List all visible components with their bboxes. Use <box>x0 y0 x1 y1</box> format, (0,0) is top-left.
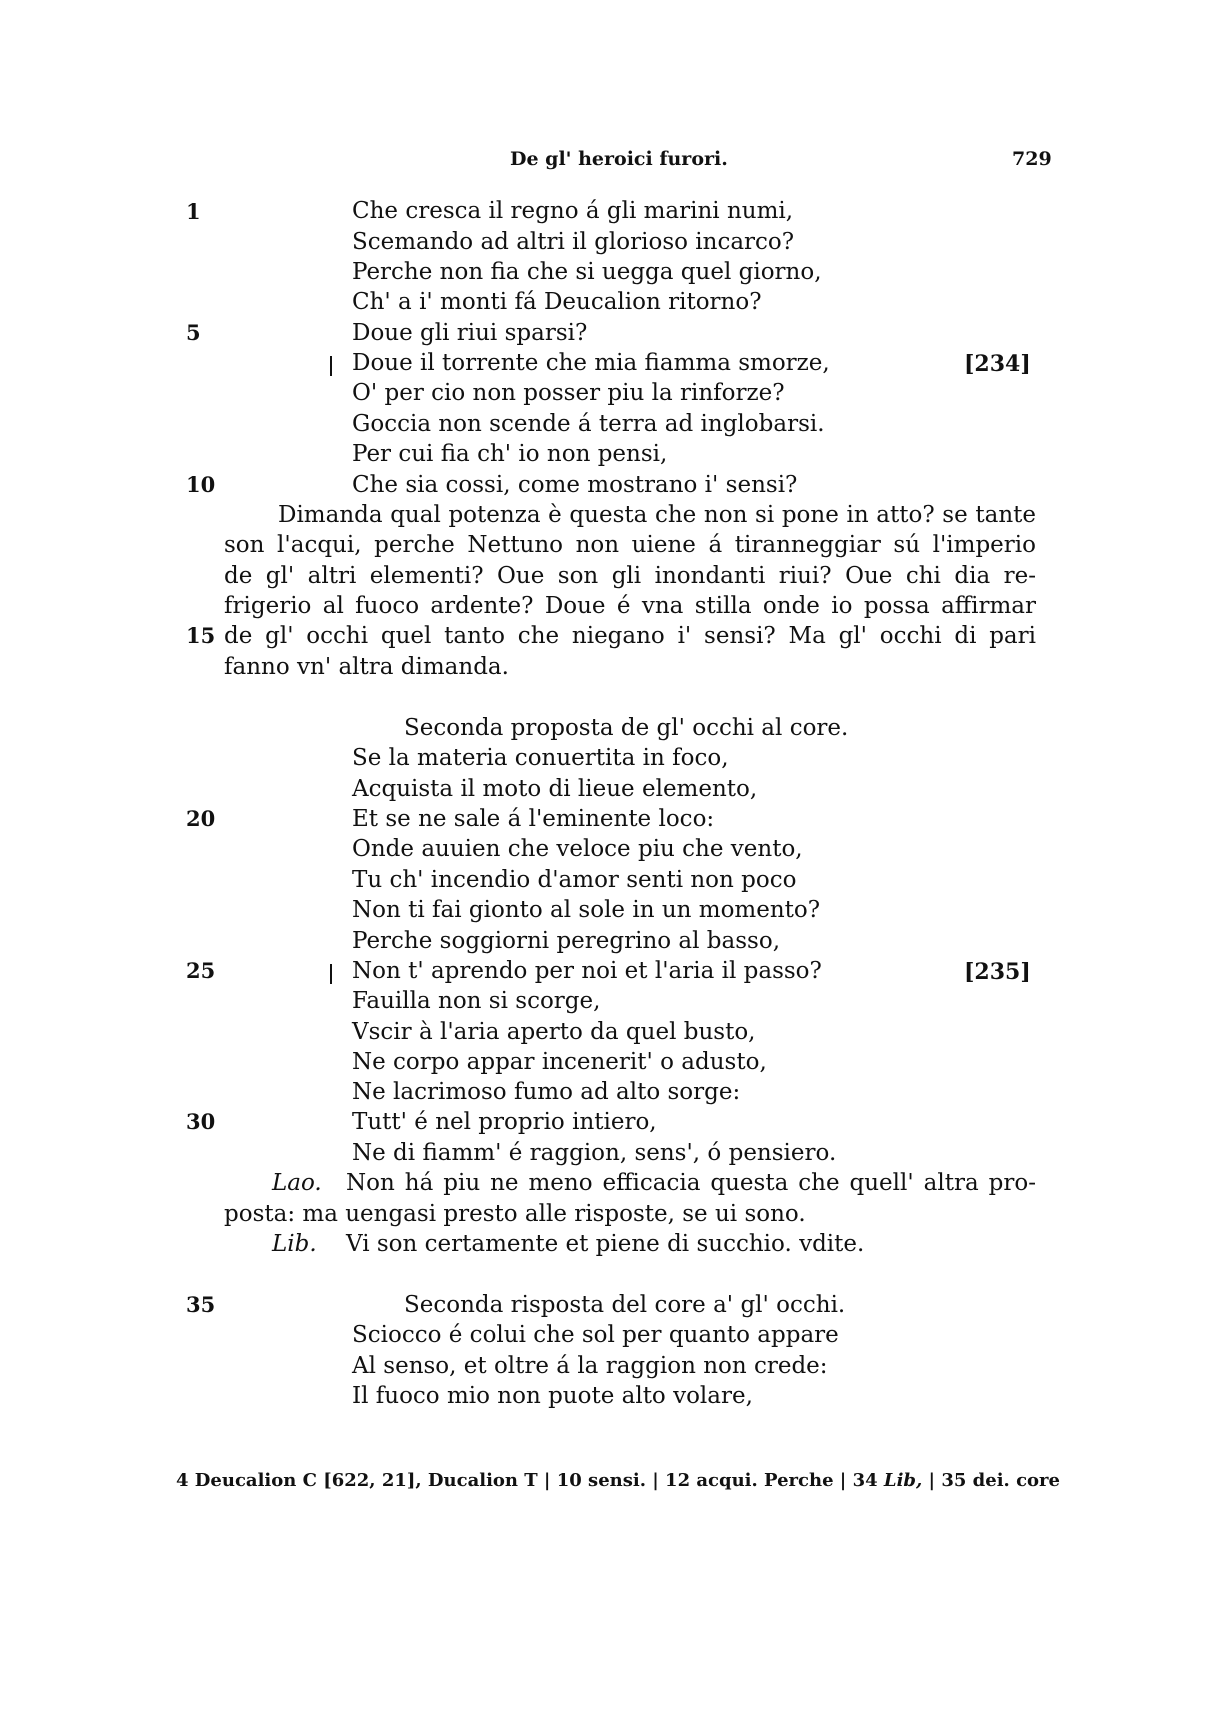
verse-line: Doue il torrente che mia fiamma smorze, <box>352 350 830 376</box>
verse-line: Che sia cossi, come mostrano i' sensi? <box>352 472 798 498</box>
page-number: 729 <box>1012 148 1052 170</box>
critical-apparatus <box>176 1470 1060 1491</box>
verse-line: Tutt' é nel proprio intiero, <box>352 1109 657 1135</box>
footnote-part: | 35 dei. core <box>922 1470 1060 1491</box>
prose-line: fanno vn' altra dimanda. <box>224 654 509 680</box>
verse-line: Il fuoco mio non puote alto volare, <box>352 1383 753 1409</box>
line-number: 5 <box>186 320 201 345</box>
verse-line: Al senso, et oltre á la raggion non crede: <box>352 1353 828 1379</box>
verse-line: Ch' a i' monti fá Deucalion ritorno? <box>352 289 762 315</box>
verse-line: Fauilla non si scorge, <box>352 988 601 1014</box>
verse-line: Perche non fia che si uegga quel giorno, <box>352 259 822 285</box>
prose-line: de gl' altri elementi? Oue son gli inondanti riui? Oue chi dia re- <box>224 563 1036 589</box>
verse-line: Per cui fia ch' io non pensi, <box>352 441 668 467</box>
edition-page-marker: [234] <box>964 351 1031 377</box>
prose-line: posta: ma uengasi presto alle risposte, se ui sono. <box>224 1201 806 1227</box>
verse-line: Et se ne sale á l'eminente loco: <box>352 806 715 832</box>
footnote-part: 4 Deucalion C [622, 21], Ducalion T | 10 sensi. | 12 acqui. Perche | 34 <box>176 1470 884 1491</box>
line-number: 35 <box>186 1292 216 1317</box>
line-number: 25 <box>186 958 216 983</box>
edition-page-marker: [235] <box>964 959 1031 985</box>
prose-line: frigerio al fuoco ardente? Doue é vna stilla onde io possa affirmar <box>224 593 1036 619</box>
line-number: 10 <box>186 472 216 497</box>
verse-line: Goccia non scende á terra ad inglobarsi. <box>352 411 825 437</box>
verse-line: Acquista il moto di lieue elemento, <box>352 776 758 802</box>
prose-line: Dimanda qual potenza è questa che non si pone in atto? se tante <box>278 502 1036 528</box>
verse-line: Ne lacrimoso fumo ad alto sorge: <box>352 1079 741 1105</box>
verse-line: Ne di fiamm' é raggion, sens', ó pensiero. <box>352 1140 837 1166</box>
prose-line: de gl' occhi quel tanto che niegano i' sensi? Ma gl' occhi di pari <box>224 623 1036 649</box>
verse-line: Onde auuien che veloce piu che vento, <box>352 836 803 862</box>
verse-line: Che cresca il regno á gli marini numi, <box>352 198 794 224</box>
speaker-label: Lao. <box>272 1170 322 1196</box>
verse-line: Doue gli riui sparsi? <box>352 320 588 346</box>
prose-line: son l'acqui, perche Nettuno non uiene á tiranneggiar sú l'imperio <box>224 532 1036 558</box>
verse-line: Perche soggiorni peregrino al basso, <box>352 928 781 954</box>
verse-line: Non ti fai gionto al sole in un momento? <box>352 897 821 923</box>
verse-line: Non t' aprendo per noi et l'aria il passo? <box>352 958 822 984</box>
prose-line: Vi son certamente et piene di succhio. vdite. <box>346 1231 865 1257</box>
line-number: 30 <box>186 1109 216 1134</box>
verse-line: Sciocco é colui che sol per quanto appare <box>352 1322 839 1348</box>
verse-line: O' per cio non posser piu la rinforze? <box>352 380 785 406</box>
running-title: De gl' heroici furori. <box>510 148 728 170</box>
line-number: 20 <box>186 806 216 831</box>
verse-line: Scemando ad altri il glorioso incarco? <box>352 229 795 255</box>
verse-line: Ne corpo appar incenerit' o adusto, <box>352 1049 767 1075</box>
verse-line: Vscir à l'aria aperto da quel busto, <box>352 1019 756 1045</box>
footnote-part: Lib, <box>883 1470 923 1491</box>
verse-line: Se la materia conuertita in foco, <box>352 745 729 771</box>
prose-line: Non há piu ne meno efficacia questa che quell' altra pro- <box>346 1170 1036 1196</box>
verse-line: Tu ch' incendio d'amor senti non poco <box>352 867 797 893</box>
speaker-label: Lib. <box>272 1231 317 1257</box>
section-heading: Seconda risposta del core a' gl' occhi. <box>404 1292 846 1318</box>
line-number: 1 <box>186 199 201 224</box>
page-break-bar <box>330 356 332 376</box>
page-break-bar <box>330 964 332 984</box>
section-heading: Seconda proposta de gl' occhi al core. <box>404 715 849 741</box>
line-number: 15 <box>186 623 216 648</box>
